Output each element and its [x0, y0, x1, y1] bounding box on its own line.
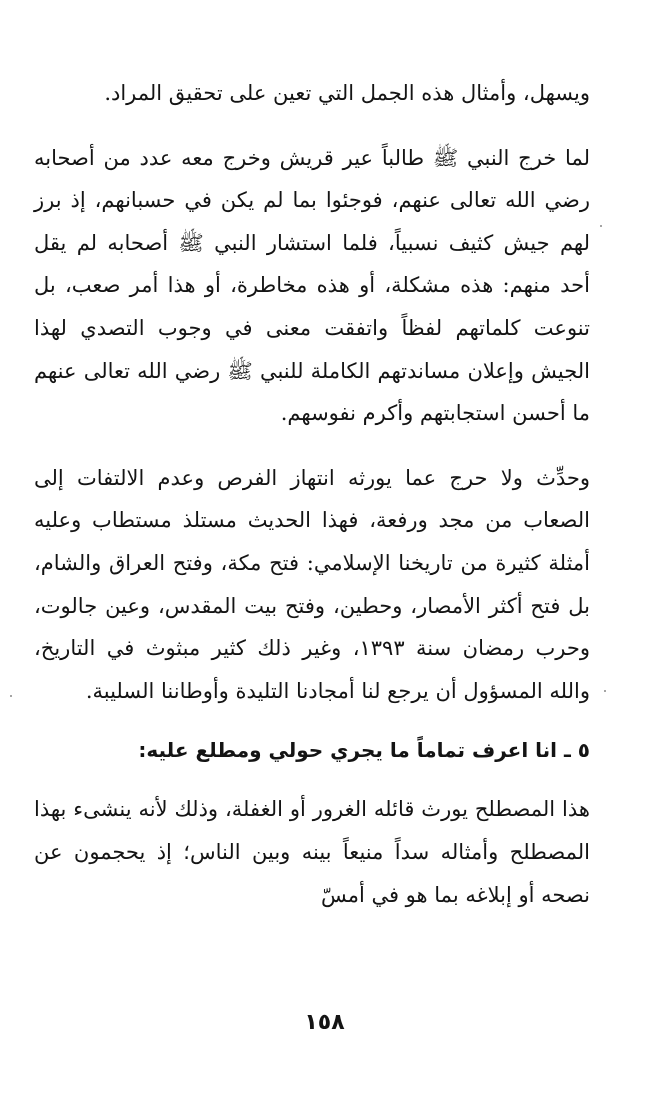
book-page-text — [34, 72, 590, 916]
scan-speck — [604, 690, 606, 692]
page-number: ١٥٨ — [304, 1010, 345, 1035]
paragraph-historic-victories: وحدِّث ولا حرج عما يورثه انتهاز الفرص وعدم الالتفات إلى الصعاب من مجد ورفعة، فهذا الحديث مستلذ مستطاب وعليه أمثلة كثيرة من تاريخنا الإسلامي: فتح مكة، وفتح العراق والشام، بل فتح أكثر الأمصار، وحطين، وفتح بيت المقدس، وعين جالوت، وحرب رمضان سنة ١٣٩٣، وغير ذلك كثير مبثوث في التاريخ، والله المسؤول أن يرجع لنا أمجادنا التليدة وأوطاننا السليبة. — [34, 465, 590, 703]
paragraph-spacer — [34, 115, 590, 137]
paragraph-badr-story: لما خرج النبي ﷺ طالباً عير قريش وخرج معه عدد من أصحابه رضي الله تعالى عنهم، فوجئوا بما لم يكن في حسبانهم، إذ برز لهم جيش كثيف نسبياً، فلما استشار النبي ﷺ أصحابه لم يقل أحد منهم: هذه مشكلة، أو هذه مخاطرة، أو هذا أمر صعب، بل تنوعت كلماتهم لفظاً واتفقت معنى في وجوب التصدي لهذا الجيش وإعلان مساندتهم الكاملة للنبي ﷺ رضي الله تعالى عنهم ما أحسن استجابتهم وأكرم نفوسهم. — [34, 145, 590, 426]
scan-speck — [600, 225, 602, 227]
paragraph-spacer — [34, 770, 590, 788]
paragraph-term-discussion: هذا المصطلح يورث قائله الغرور أو الغفلة، وذلك لأنه ينشىء بهذا المصطلح وأمثاله سداً منيعاً بينه وبين الناس؛ إذ يحجمون عن نصحه أو إبلاغه بما هو في أمسّ — [34, 797, 590, 907]
paragraph-intro-continuation: ويسهل، وأمثال هذه الجمل التي تعين على تحقيق المراد. — [104, 81, 590, 105]
paragraph-spacer — [34, 712, 590, 730]
section-heading: ٥ ـ انا اعرف تماماً ما يجري حولي ومطلع عليه: — [138, 738, 590, 763]
scan-speck — [10, 695, 12, 697]
paragraph-spacer — [34, 435, 590, 457]
